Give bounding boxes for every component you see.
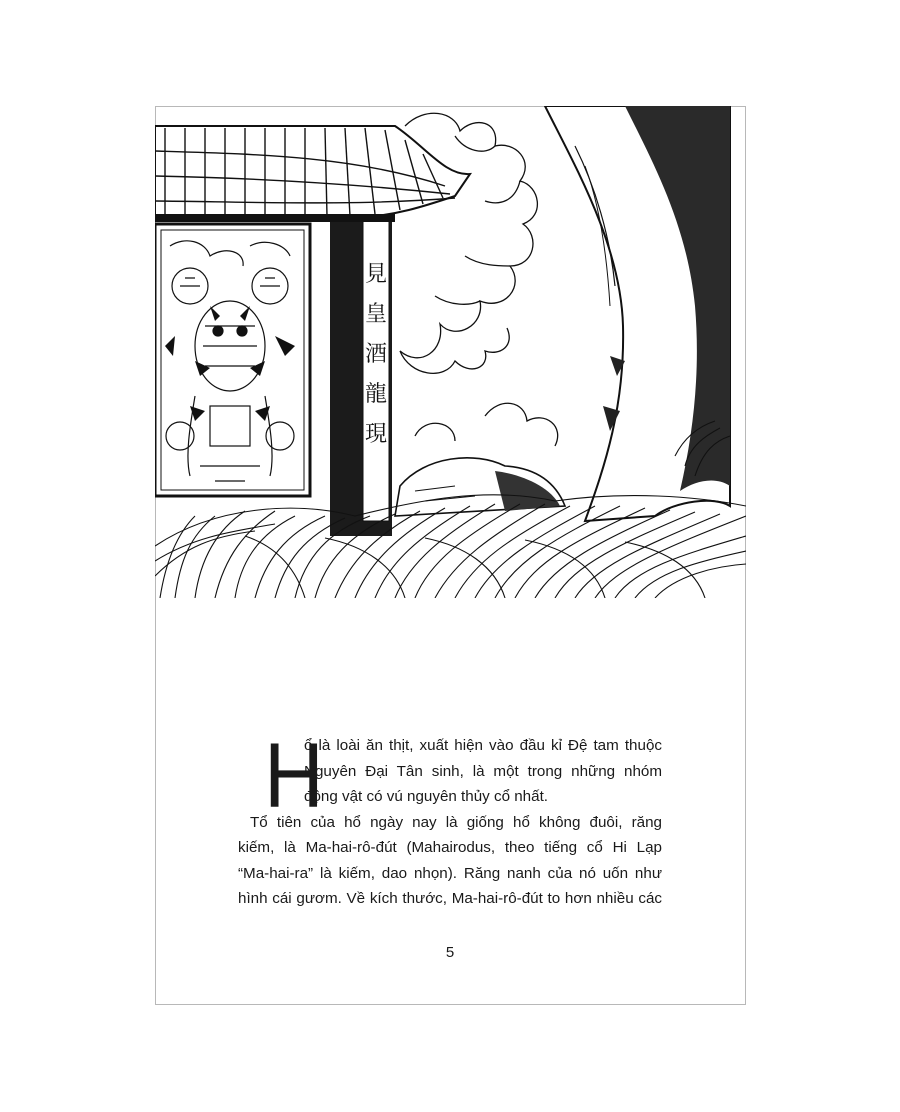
page-number: 5 (445, 944, 455, 961)
sign-glyph: 酒 (364, 342, 388, 367)
page-illustration (155, 106, 746, 598)
sign-glyph: 龍 (364, 382, 388, 407)
sign-glyph: 皇 (364, 302, 388, 327)
gate-pillar (330, 216, 392, 536)
text-line: ổ là loài ăn thịt, xuất hiện vào đầu kỉ Đệ tam thuộc (304, 737, 662, 754)
temple-roof (155, 126, 470, 222)
text-line: Nguyên Đại Tân sinh, là một trong những nhóm (304, 762, 662, 780)
tiger-painting (155, 224, 310, 496)
text-line: động vật có vú nguyên thủy cổ nhất. (304, 788, 549, 805)
body-text (238, 725, 662, 912)
drop-cap: H (264, 725, 324, 827)
sign-glyph: 現 (364, 422, 388, 447)
illustration-drawing (155, 106, 746, 598)
text-line: kiếm, là Ma-hai-rô-đút (Mahairodus, theo tiếng cổ Hi Lạp (238, 839, 662, 856)
sign-glyph: 見 (364, 262, 388, 287)
text-line: Tổ tiên của hổ ngày nay là giống hổ không đuôi, răng (250, 813, 662, 831)
text-line: hình cái gươm. Về kích thước, Ma-hai-rô-đút to hơn nhiều các (238, 890, 662, 907)
text-line: “Ma-hai-ra” là kiếm, dao nhọn). Răng nanh của nó uốn như (238, 864, 662, 882)
